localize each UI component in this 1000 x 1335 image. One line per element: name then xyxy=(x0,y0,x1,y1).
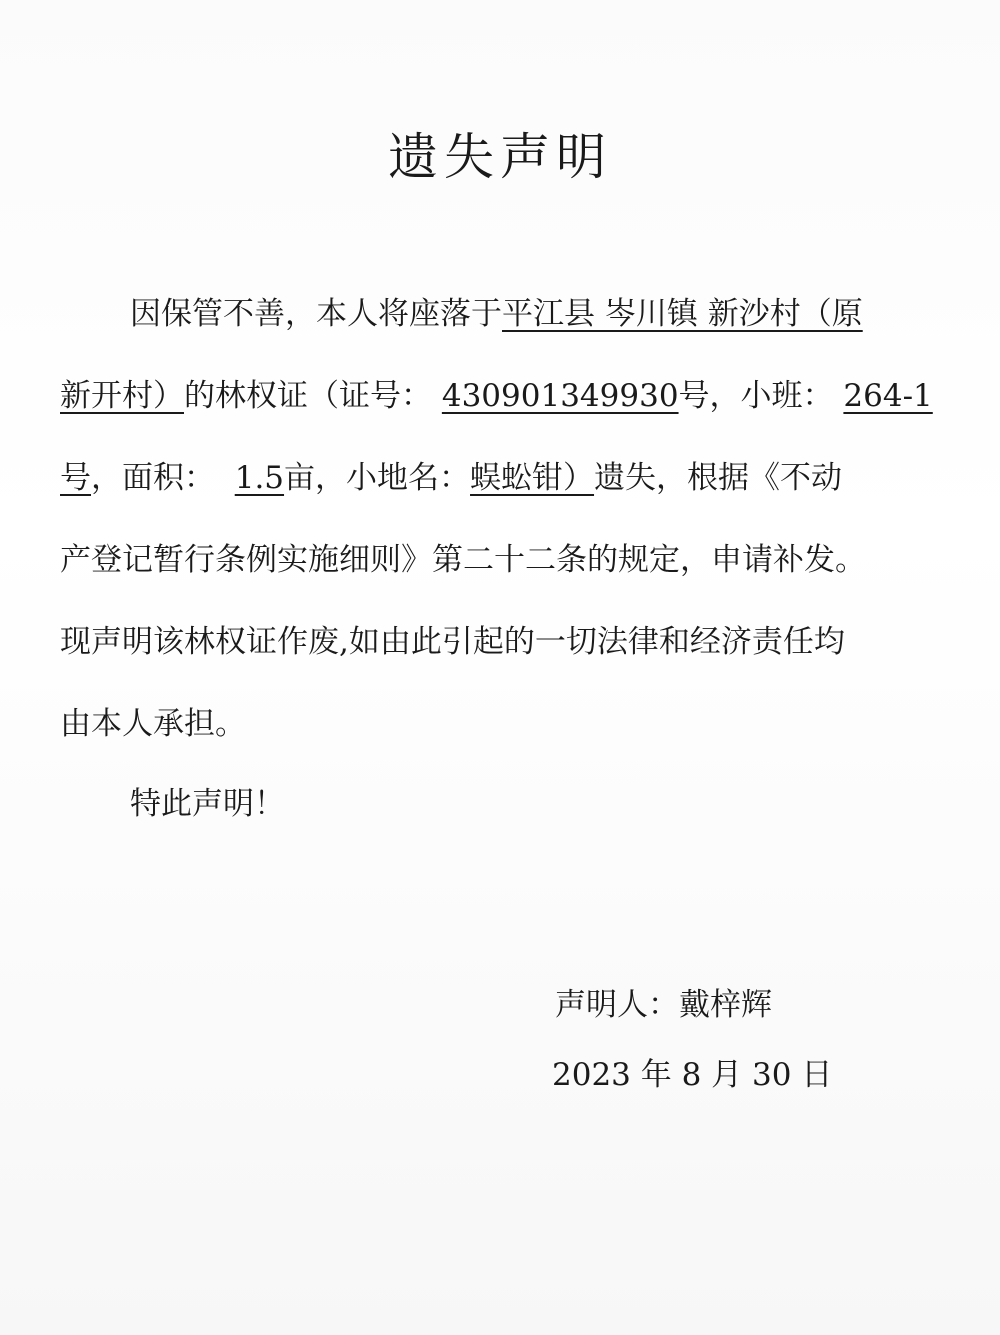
declarant-signature: 声明人：戴梓辉 xyxy=(555,987,772,1023)
closing-statement: 特此声明！ xyxy=(130,786,285,822)
paragraph-line-5: 现声明该林权证作废,如由此引起的一切法律和经济责任均 xyxy=(60,624,845,660)
former-village-text: 新开村） xyxy=(60,378,184,414)
paragraph-line-3 xyxy=(60,456,842,500)
text-segment: 号，小班： xyxy=(678,378,834,414)
paragraph-line-6: 由本人承担。 xyxy=(60,706,246,742)
paragraph-line-4: 产登记暂行条例实施细则》第二十二条的规定，申请补发。 xyxy=(60,542,866,578)
location-text: 平江县 岑川镇 新沙村（原 xyxy=(502,296,863,332)
text-segment: 亩，小地名： xyxy=(284,460,471,496)
place-name: 蜈蚣钳） xyxy=(470,460,595,496)
text-segment: 因保管不善，本人将座落于 xyxy=(130,296,502,332)
paragraph-line-1 xyxy=(130,292,863,336)
area-value: 1.5 xyxy=(234,460,285,496)
declaration-date: 2023 年 8 月 30 日 xyxy=(552,1057,833,1093)
text-segment: 遗失，根据《不动 xyxy=(594,460,843,496)
text-segment: 号 xyxy=(60,460,91,496)
certificate-number: 430901349930 xyxy=(441,378,679,414)
subcompartment-number: 264-1 xyxy=(843,378,933,414)
text-segment: 的林权证（证号： xyxy=(184,378,432,414)
paragraph-line-2 xyxy=(60,374,933,418)
document-title: 遗失声明 xyxy=(388,128,612,186)
text-segment: ，面积： xyxy=(91,460,215,496)
